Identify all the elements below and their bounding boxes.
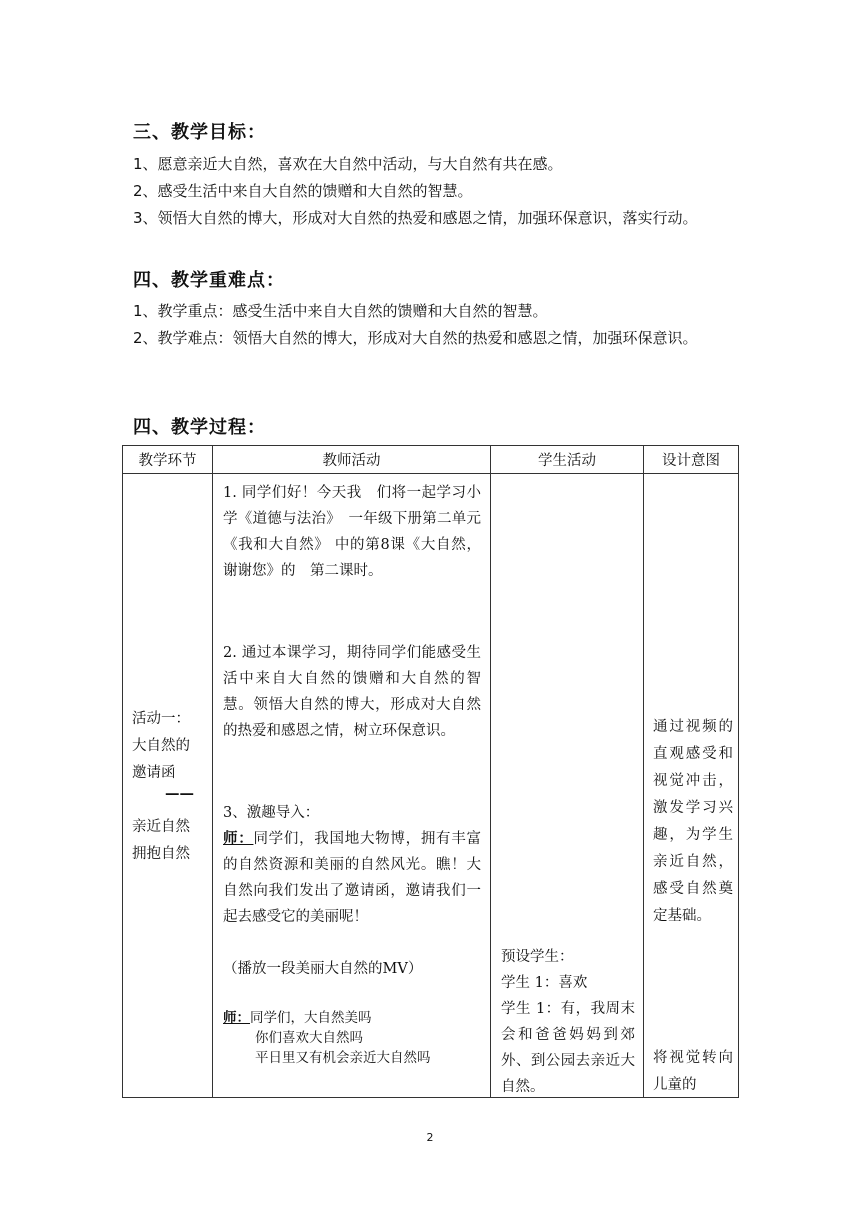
student-answer-2: 学生 1：有，我周末会和爸爸妈妈到郊外、到公园去亲近大自然。	[501, 1001, 635, 1095]
stage-dash: ——	[165, 785, 194, 802]
teacher-label: 师：	[223, 830, 254, 847]
teacher-label-2: 师：	[223, 1010, 250, 1026]
key-point-2: 2、教学难点：领悟大自然的博大，形成对大自然的热爱和感恩之情，加强环保意识。	[133, 329, 698, 347]
teacher-intro-text	[223, 826, 481, 930]
stage-line-4: 亲近自然	[132, 819, 190, 835]
student-intro: 预设学生：	[501, 949, 574, 965]
page-number: 2	[426, 1131, 434, 1144]
teacher-question-line-2: 你们喜欢大自然吗	[255, 1030, 363, 1046]
teacher-question-line-1: 师：同学们，大自然美吗	[223, 1010, 372, 1026]
stage-line-1: 活动一：	[132, 711, 190, 727]
key-points-heading: 四、教学重难点：	[133, 270, 285, 291]
design-intent-cell	[644, 474, 738, 1097]
goal-3: 3、领悟大自然的博大，形成对大自然的热爱和感恩之情，加强环保意识，落实行动。	[133, 209, 698, 227]
intent-paragraph-2: 将视觉转向儿童的	[653, 1050, 733, 1093]
stage-line-5: 拥抱自然	[132, 846, 190, 862]
teacher-paragraph-1: 1. 同学们好！今天我 们将一起学习小学《道德与法治》 一年级下册第二单元《我和大自然》 中的第8课《大自然，谢谢您》的 第二课时。	[223, 485, 481, 579]
process-heading: 四、教学过程：	[133, 417, 266, 438]
teacher-mv-note: （播放一段美丽大自然的MV）	[223, 961, 423, 977]
teacher-intro-body: 同学们，我国地大物博，拥有丰富的自然资源和美丽的自然风光。瞧！大自然向我们发出了邀请函，邀请我们一起去感受它的美丽呢！	[223, 831, 481, 925]
header-teacher-activity: 教师活动	[213, 446, 491, 474]
stage-line-3: 邀请函	[132, 765, 176, 781]
header-student-activity: 学生活动	[491, 446, 644, 474]
header-design-intent: 设计意图	[644, 446, 739, 474]
stage-cell	[123, 474, 212, 1097]
table-row	[123, 474, 739, 1098]
table-header-row	[123, 446, 739, 474]
teacher-intro-title: 3、激趣导入：	[223, 805, 320, 821]
intent-paragraph-1: 通过视频的直观感受和视觉冲击，激发学习兴趣，为学生亲近自然，感受自然奠定基础。	[653, 719, 733, 924]
student-activity-cell	[491, 474, 643, 1097]
goal-2: 2、感受生活中来自大自然的馈赠和大自然的智慧。	[133, 182, 473, 200]
teaching-process-table	[122, 445, 739, 1098]
teacher-paragraph-2: 2. 通过本课学习，期待同学们能感受生活中来自大自然的馈赠和大自然的智慧。领悟大自然的博大，形成对大自然的热爱和感恩之情，树立环保意识。	[223, 645, 481, 739]
goal-1: 1、愿意亲近大自然，喜欢在大自然中活动，与大自然有共在感。	[133, 155, 563, 173]
teacher-question-line-3: 平日里又有机会亲近大自然吗	[255, 1050, 431, 1066]
student-answer-1: 学生 1：喜欢	[501, 975, 588, 991]
teacher-activity-cell	[213, 474, 490, 1097]
goals-heading: 三、教学目标：	[133, 122, 266, 143]
stage-line-2: 大自然的	[132, 738, 190, 754]
key-point-1: 1、教学重点：感受生活中来自大自然的馈赠和大自然的智慧。	[133, 302, 548, 320]
header-stage: 教学环节	[123, 446, 213, 474]
